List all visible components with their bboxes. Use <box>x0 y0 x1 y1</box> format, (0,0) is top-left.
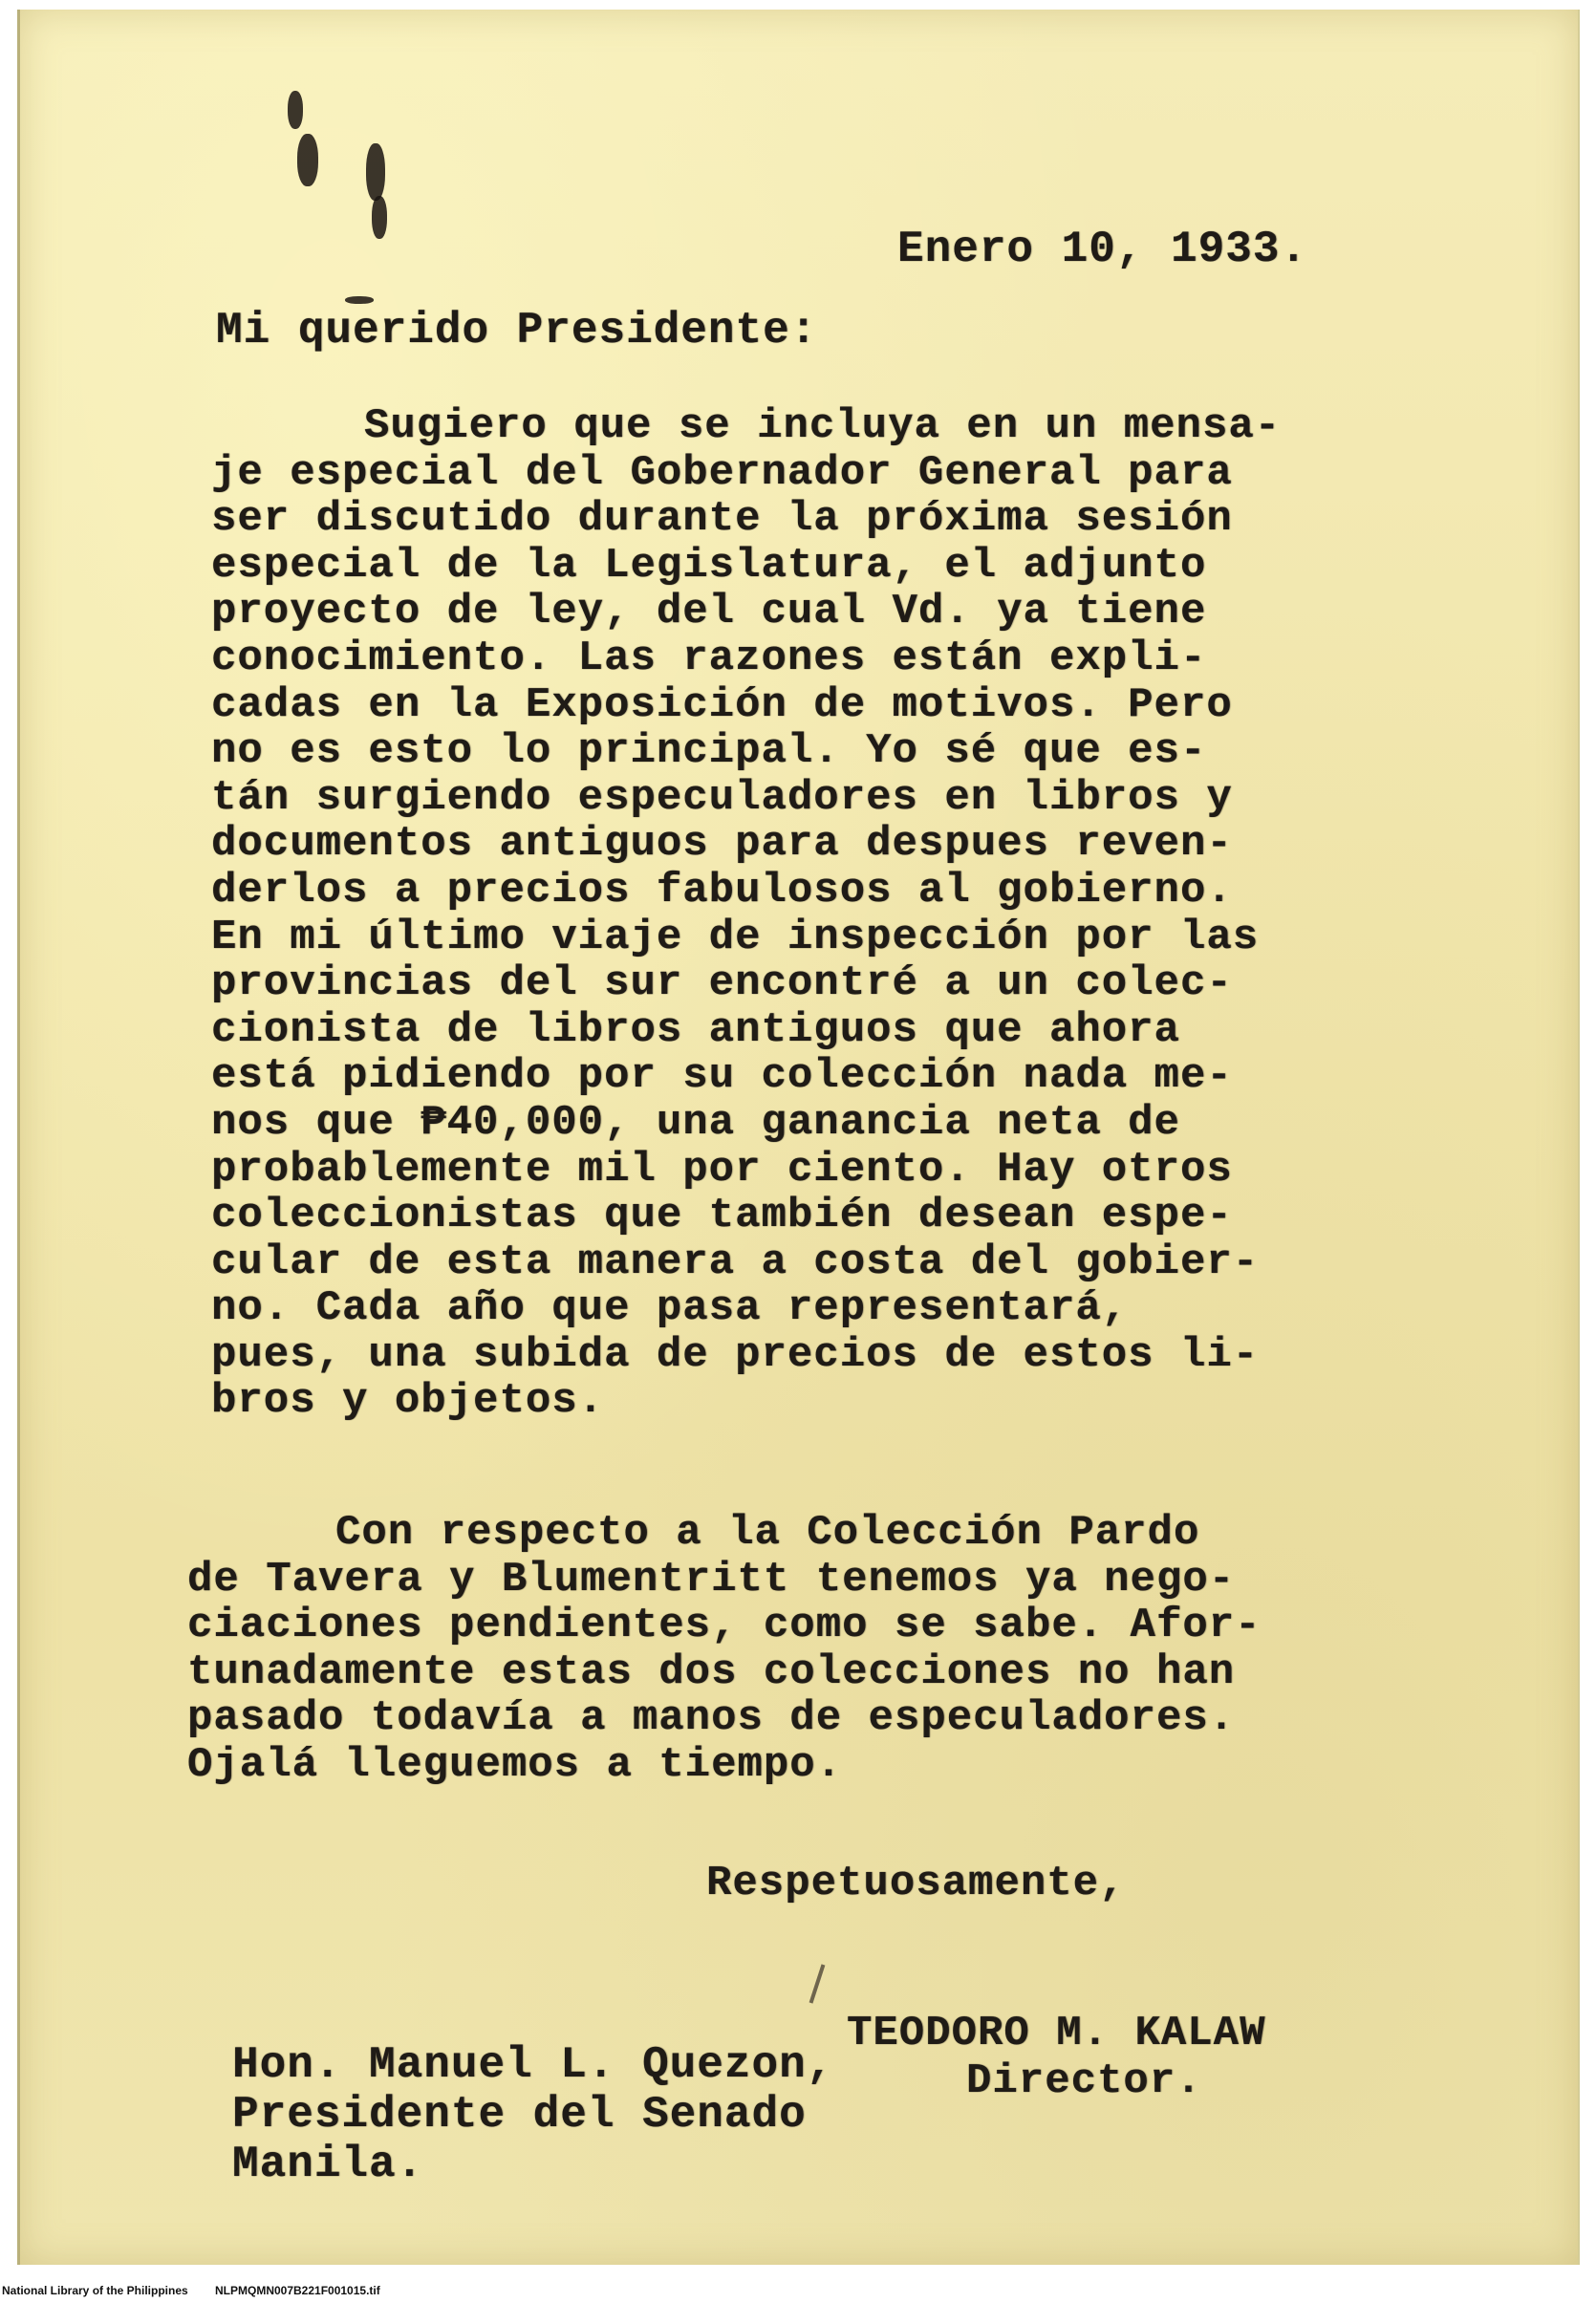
paragraph-line: no. Cada año que pasa representará, <box>211 1284 1129 1333</box>
ink-smudge <box>288 91 303 129</box>
paragraph-line: de Tavera y Blumentritt tenemos ya nego- <box>187 1555 1236 1603</box>
ink-smudge <box>345 296 374 304</box>
paragraph-line: probablemente mil por ciento. Hay otros <box>211 1145 1233 1194</box>
ink-smudge <box>297 134 318 186</box>
paragraph-line: tunadamente estas dos colecciones no han <box>187 1647 1236 1696</box>
paragraph-line: En mi último viaje de inspección por las <box>211 913 1260 961</box>
paragraph-line: no es esto lo principal. Yo sé que es- <box>211 727 1207 776</box>
salutation: Mi querido Presidente: <box>216 306 818 355</box>
signer-title: Director. <box>966 2057 1202 2105</box>
footer-source: National Library of the Philippines <box>2 2284 188 2297</box>
footer-filename: NLPMQMN007B221F001015.tif <box>215 2284 380 2297</box>
scan-footer <box>0 2274 1596 2303</box>
addressee-block <box>232 2040 833 2189</box>
addressee-line: Presidente del Senado <box>232 2090 807 2140</box>
paragraph-line: ser discutido durante la próxima sesión <box>211 495 1233 544</box>
paragraph-line: pues, una subida de precios de estos li- <box>211 1330 1260 1379</box>
paragraph-line: je especial del Gobernador General para <box>211 448 1233 497</box>
closing: Respetuosamente, <box>706 1860 1126 1907</box>
paragraph-line: documentos antiguos para despues reven- <box>211 820 1233 869</box>
paragraph-line: coleccionistas que también desean espe- <box>211 1192 1233 1240</box>
paragraph-line: Ojalá lleguemos a tiempo. <box>187 1740 843 1789</box>
letter-date: Enero 10, 1933. <box>897 225 1308 274</box>
paragraph-line: cionista de libros antiguos que ahora <box>211 1005 1180 1054</box>
paragraph-line: especial de la Legislatura, el adjunto <box>211 541 1207 590</box>
paragraph-line: Con respecto a la Colección Pardo <box>335 1509 1200 1557</box>
paragraph-line: cular de esta manera a costa del gobier- <box>211 1238 1260 1286</box>
paragraph-line: tán surgiendo especuladores en libros y <box>211 773 1233 822</box>
paragraph-line: pasado todavía a manos de especuladores. <box>187 1694 1236 1743</box>
paragraph-line: cadas en la Exposición de motivos. Pero <box>211 680 1233 729</box>
body-paragraph-2 <box>187 1510 1391 1789</box>
ink-smudge <box>372 196 387 239</box>
signer-name: TEODORO M. KALAW <box>847 2010 1266 2057</box>
ink-smudge <box>366 143 385 201</box>
paragraph-line: ciaciones pendientes, como se sabe. Afor- <box>187 1602 1262 1650</box>
paragraph-line: Sugiero que se incluya en un mensa- <box>364 402 1282 450</box>
paragraph-line: derlos a precios fabulosos al gobierno. <box>211 866 1233 915</box>
paragraph-line: está pidiendo por su colección nada me- <box>211 1052 1233 1101</box>
paragraph-line: provincias del sur encontré a un colec- <box>211 959 1233 1008</box>
addressee-line: Manila. <box>232 2140 424 2189</box>
paragraph-line: bros y objetos. <box>211 1377 605 1426</box>
addressee-line: Hon. Manuel L. Quezon, <box>232 2040 834 2090</box>
paragraph-line: proyecto de ley, del cual Vd. ya tiene <box>211 588 1207 636</box>
letter-page <box>17 10 1580 2265</box>
paragraph-line: nos que ₱40,000, una ganancia neta de <box>211 1098 1180 1147</box>
body-paragraph-1 <box>211 403 1387 1425</box>
paragraph-line: conocimiento. Las razones están expli- <box>211 634 1207 682</box>
pen-mark <box>809 1964 826 2003</box>
